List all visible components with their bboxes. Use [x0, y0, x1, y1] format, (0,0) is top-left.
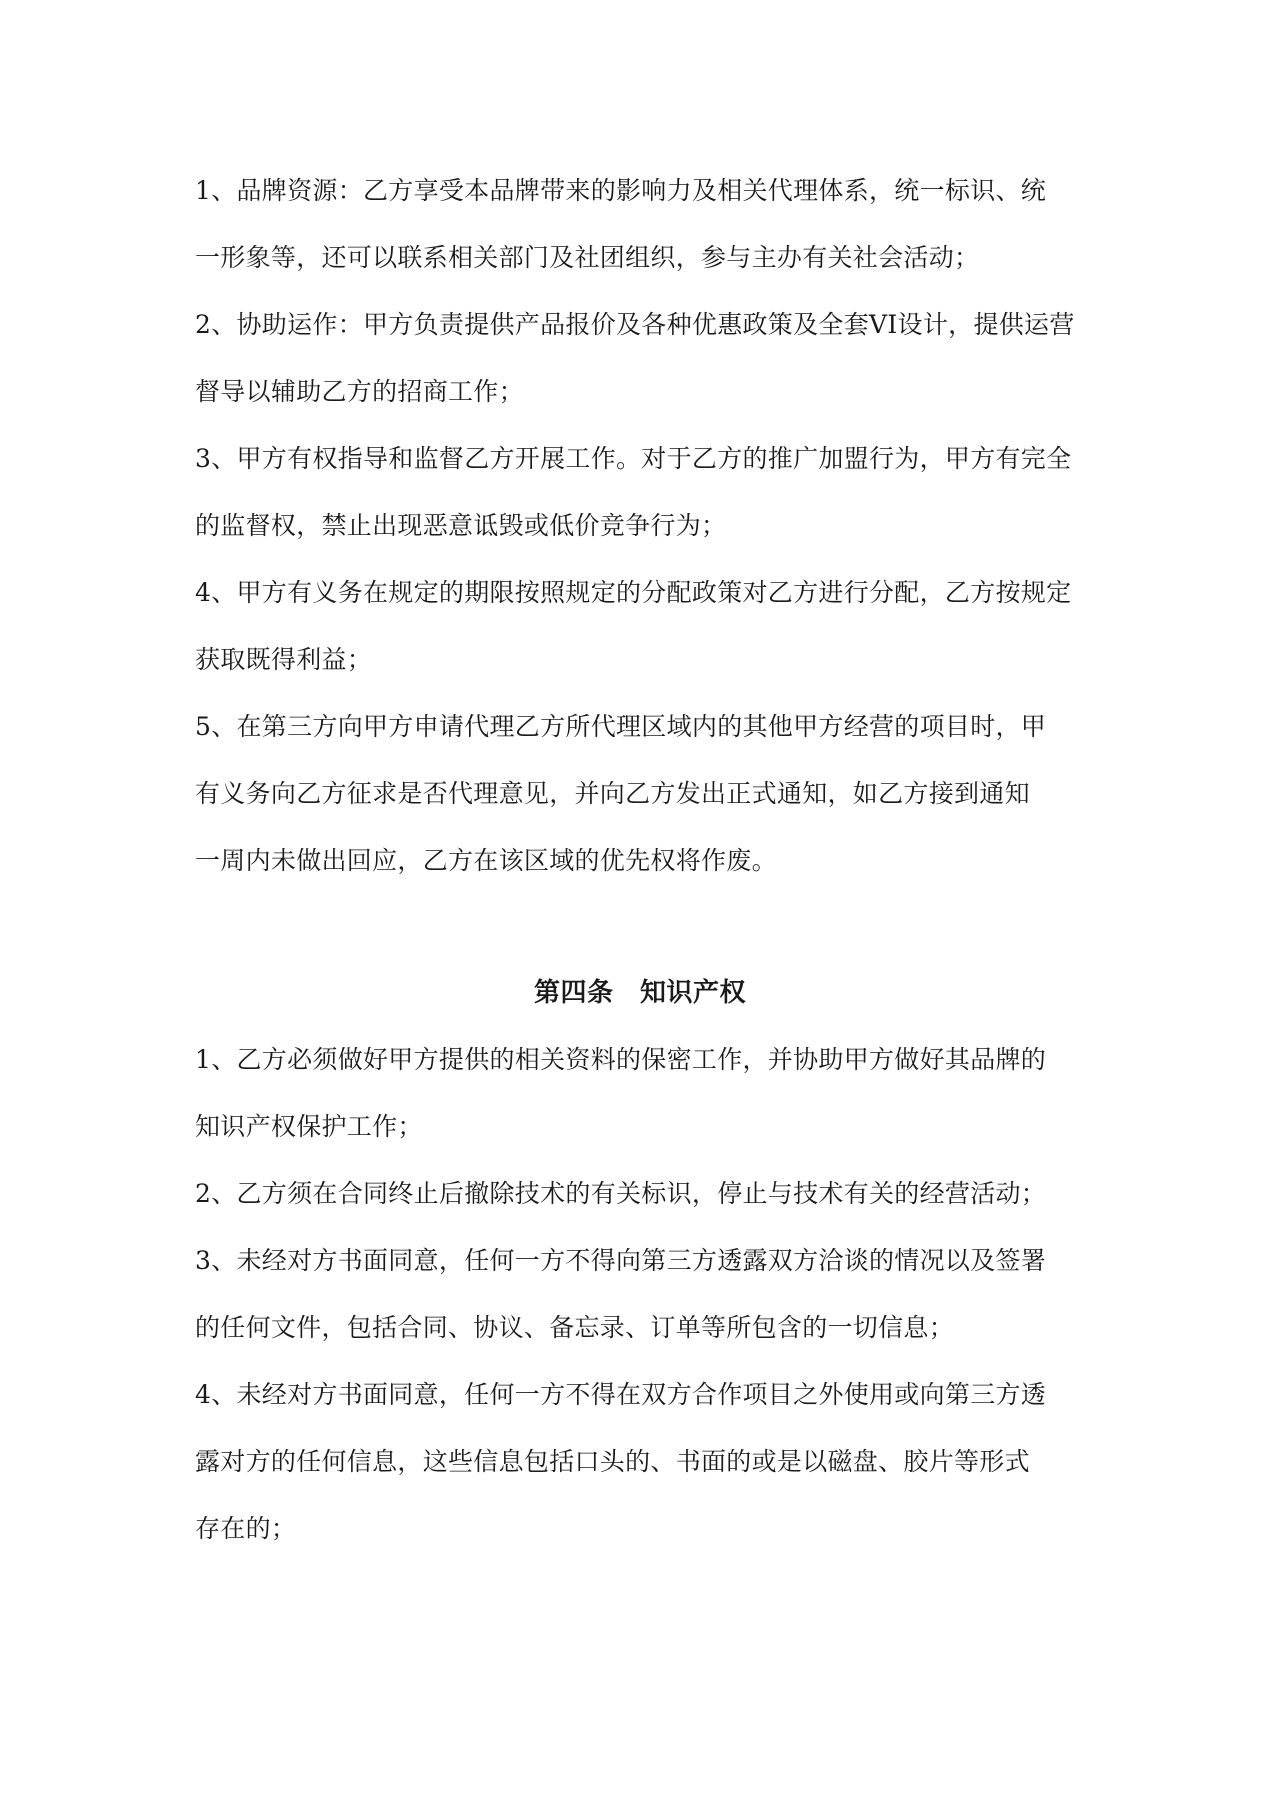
- item-1-line-1: 1、品牌资源：乙方享受本品牌带来的影响力及相关代理体系，统一标识、统: [195, 176, 1047, 205]
- item-3-line-1: 3、甲方有权指导和监督乙方开展工作。对于乙方的推广加盟行为，甲方有完全: [195, 444, 1072, 473]
- item-4-line-1: 4、甲方有义务在规定的期限按照规定的分配政策对乙方进行分配，乙方按规定: [195, 578, 1072, 607]
- s4-item-3-line-1: 3、未经对方书面同意，任何一方不得向第三方透露双方洽谈的情况以及签署: [195, 1246, 1047, 1275]
- item-4-line-2: 获取既得利益；: [195, 645, 373, 674]
- s4-item-2-line-1: 2、乙方须在合同终止后撤除技术的有关标识，停止与技术有关的经营活动；: [195, 1179, 1047, 1208]
- s4-item-4-line-3: 存在的；: [195, 1514, 297, 1543]
- item-3-line-2: 的监督权，禁止出现恶意诋毁或低价竞争行为；: [195, 511, 727, 540]
- s4-item-4-line-2: 露对方的任何信息，这些信息包括口头的、书面的或是以磁盘、胶片等形式: [195, 1447, 1030, 1476]
- item-2-line-1: 2、协助运作：甲方负责提供产品报价及各种优惠政策及全套VI设计，提供运营: [195, 310, 1075, 339]
- s4-item-1-line-1: 1、乙方必须做好甲方提供的相关资料的保密工作，并协助甲方做好其品牌的: [195, 1045, 1047, 1074]
- item-5-line-3: 一周内未做出回应，乙方在该区域的优先权将作废。: [195, 846, 777, 875]
- s4-item-3-line-2: 的任何文件，包括合同、协议、备忘录、订单等所包含的一切信息；: [195, 1313, 955, 1342]
- item-5-line-1: 5、在第三方向甲方申请代理乙方所代理区域内的其他甲方经营的项目时，甲: [195, 712, 1047, 741]
- item-2-line-2: 督导以辅助乙方的招商工作；: [195, 377, 524, 406]
- item-1-line-2: 一形象等，还可以联系相关部门及社团组织，参与主办有关社会活动；: [195, 243, 980, 272]
- section-4-heading: 第四条 知识产权: [533, 978, 746, 1008]
- s4-item-4-line-1: 4、未经对方书面同意，任何一方不得在双方合作项目之外使用或向第三方透: [195, 1380, 1047, 1409]
- item-5-line-2: 有义务向乙方征求是否代理意见，并向乙方发出正式通知，如乙方接到通知: [195, 779, 1030, 808]
- s4-item-1-line-2: 知识产权保护工作；: [195, 1112, 423, 1141]
